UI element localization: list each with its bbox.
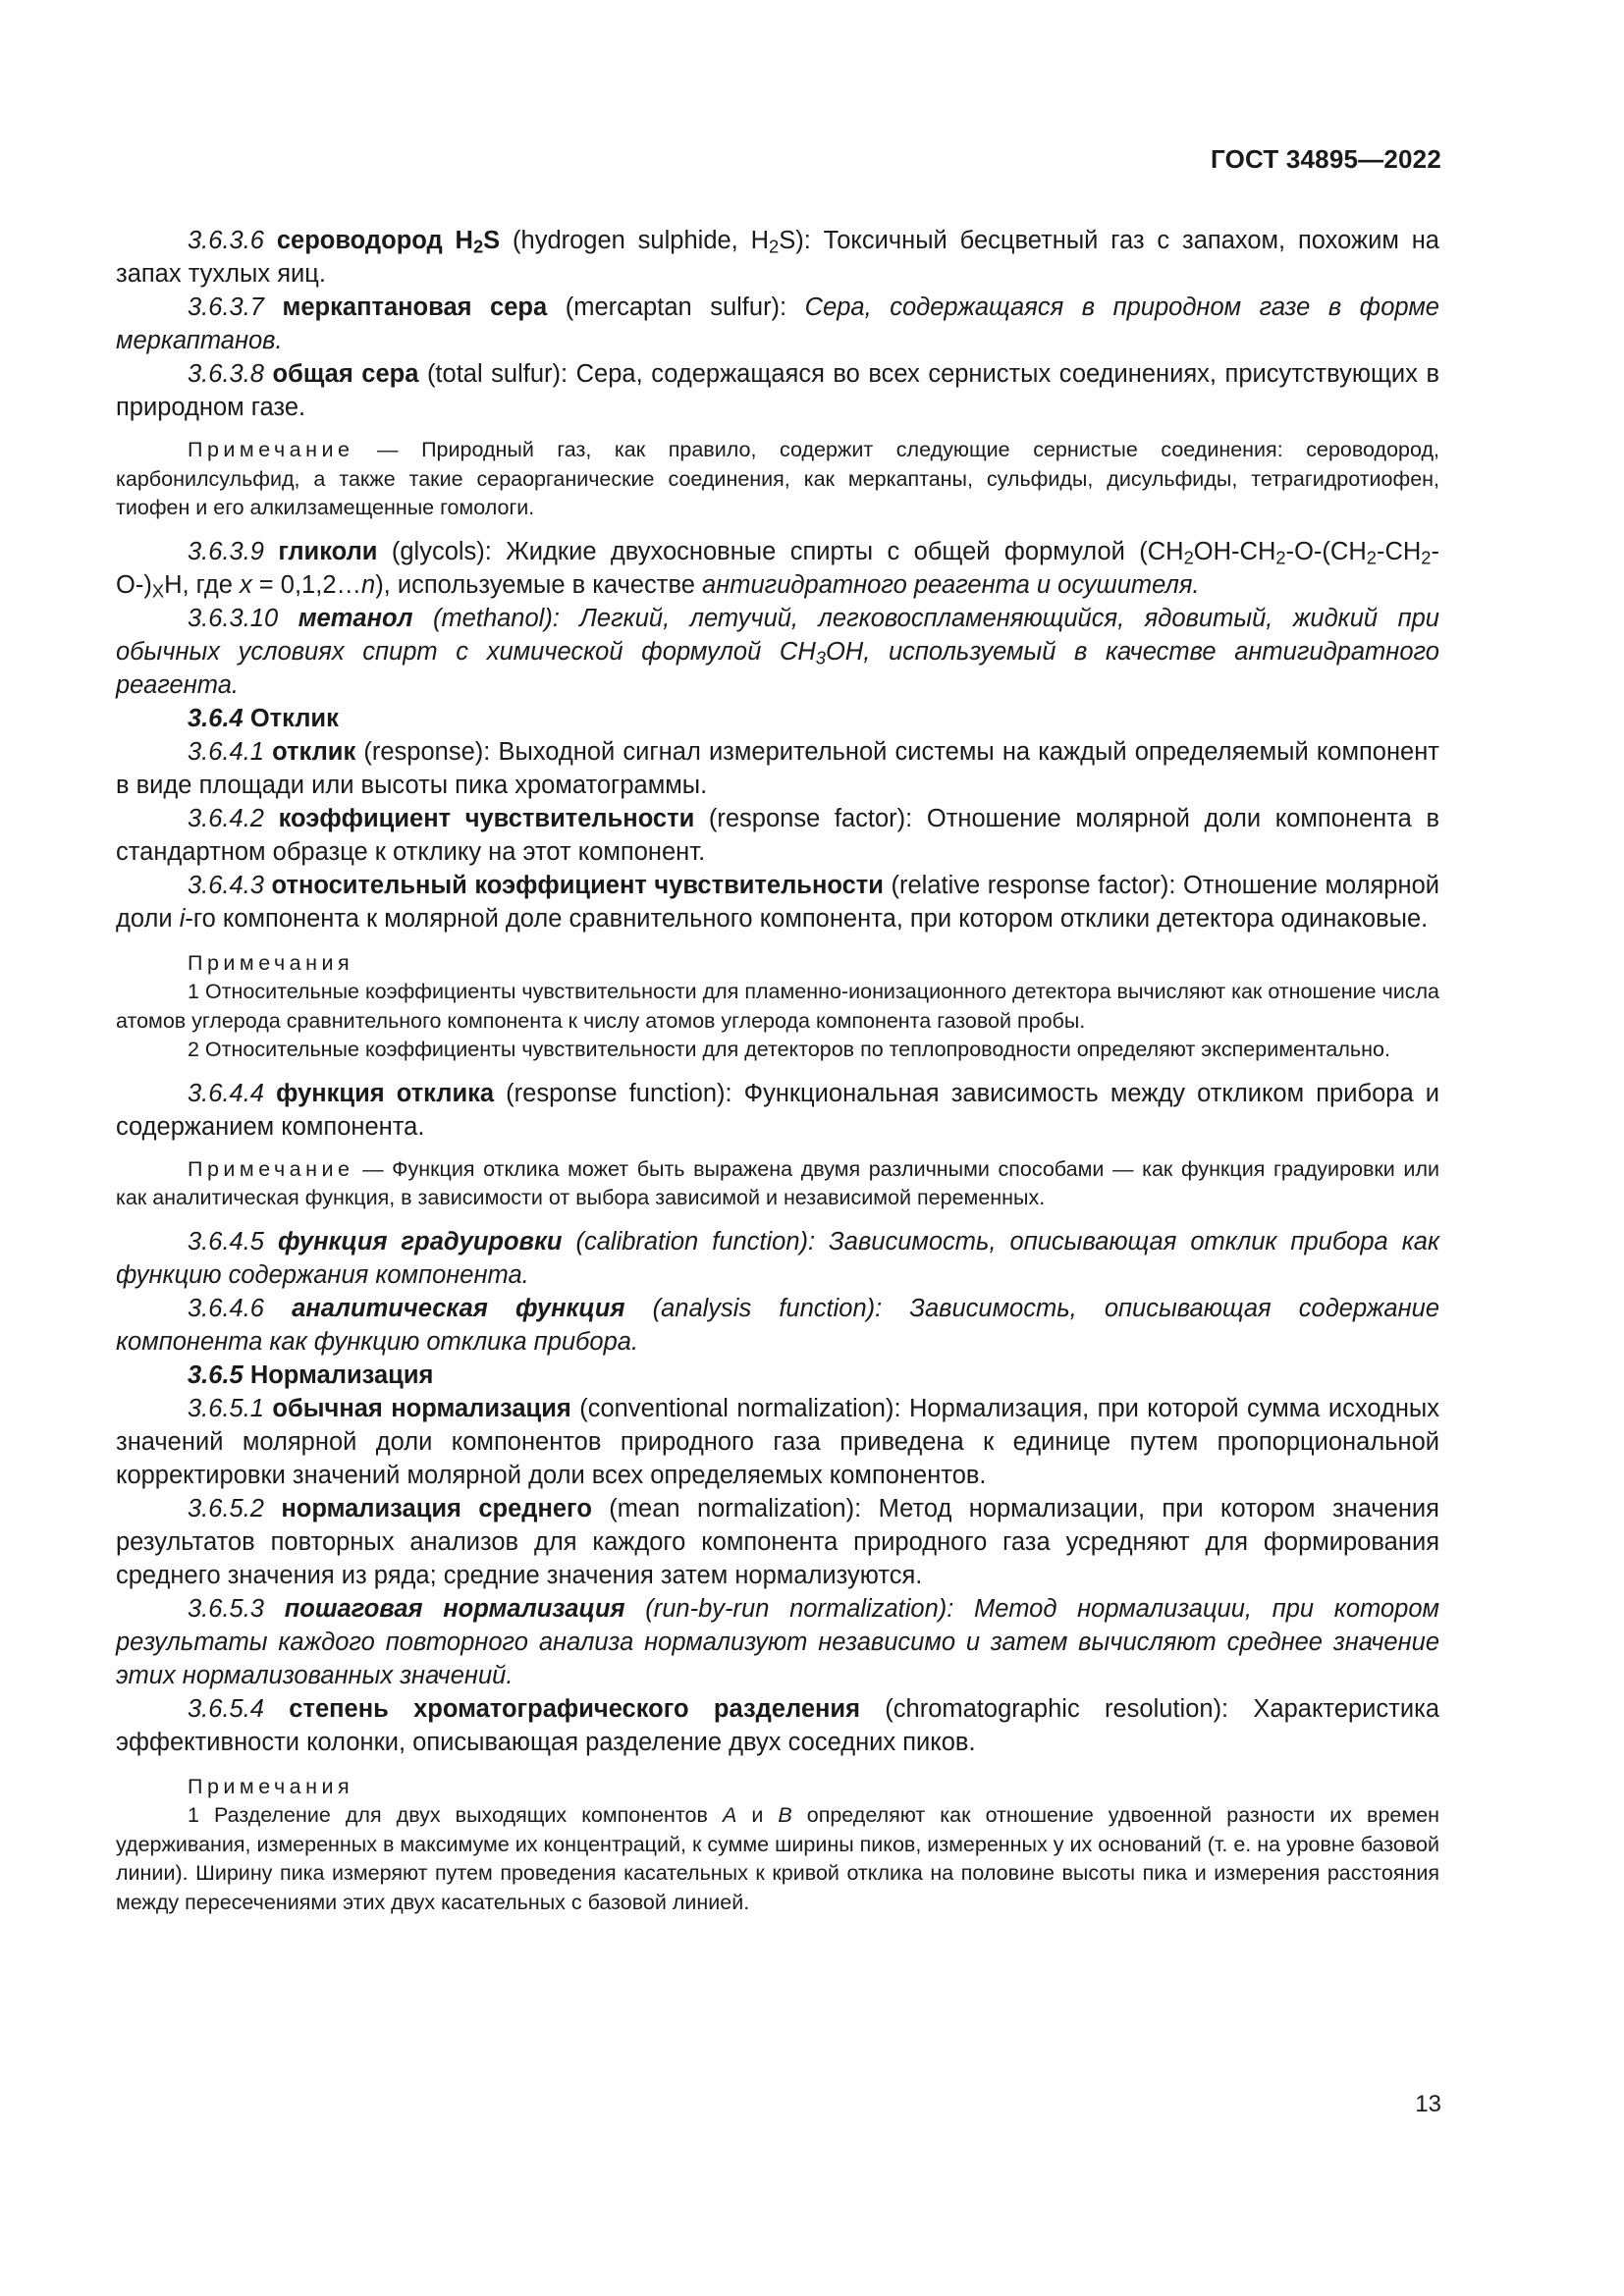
term-chromatographic-resolution: 3.6.5.4 степень хроматографического разделения (chromatographic resolution): Характеристика эффективности колонки, описывающая разделение двух соседних пиков.: [116, 1694, 1439, 1756]
term-total-sulfur: 3.6.3.8 общая сера (total sulfur): Сера, содержащаяся во всех сернистых соединениях, присутствующих в природном газе.: [116, 360, 1440, 421]
term-conventional-normalization: 3.6.5.1 обычная нормализация (conventional normalization): Нормализация, при которой сумма исходных значений молярной доли компонентов природного газа приведена к единице путем пропорциональной корректировки значений молярной доли всех определяемых компонентов.: [116, 1394, 1439, 1489]
note-item-2: 2 Относительные коэффициенты чувствительности для детекторов по теплопроводности определяют экспериментально.: [188, 1038, 1390, 1061]
term-calibration-function: 3.6.4.5 функция градуировки (calibration function): Зависимость, описывающая отклик прибора как функцию содержания компонента.: [116, 1227, 1439, 1289]
note-response-function: Примечание — Функция отклика может быть выражена двумя различными способами — как функция градуировки или как аналитическая функция, в зависимости от выбора зависимой и независимой переменных.: [116, 1156, 1439, 1209]
term-glycols: 3.6.3.9 гликоли (glycols): Жидкие двухосновные спирты с общей формулой ($CH_2OH-CH_2-O-(CH_2-CH_2-O-)_XH$, где x = 0,1,2…n), используемые в качестве антигидратного реагента и осушителя.: [116, 537, 1439, 602]
term-mean-normalization: 3.6.5.2 нормализация среднего (mean normalization): Метод нормализации, при котором значения результатов повторных анализов для каждого компонента природного газа усредняют для формирования среднего значения из ряда; средние значения затем нормализуются.: [116, 1494, 1439, 1589]
notes-label-2: Примечания: [188, 1774, 354, 1798]
term-methanol: 3.6.3.10 метанол (methanol): Легкий, летучий, легковоспламеняющийся, ядовитый, жидкий при обычных условиях спирт с химической формулой $CH_3OH$, используемый в качестве антигидратного реагента.: [116, 604, 1439, 699]
term-relative-response-factor: 3.6.4.3 относительный коэффициент чувствительности (relative response factor): Отношение молярной доли i-го компонента к молярной доле сравнительного компонента, при котором отклики детектора одинаковые.: [116, 871, 1440, 933]
term-mercaptan-sulfur: 3.6.3.7 меркаптановая сера (mercaptan sulfur): Сера, содержащаяся в природном газе в форме меркаптанов.: [116, 294, 1439, 354]
page-body: [116, 224, 1439, 1917]
term-run-by-run-normalization: 3.6.5.3 пошаговая нормализация (run-by-run normalization): Метод нормализации, при котором результаты каждого повторного анализа нормализуют независимо и затем вычисляют среднее значение этих нормализованных значений.: [116, 1594, 1440, 1689]
page-number: 13: [1415, 2091, 1441, 2117]
note-resolution-item-1: 1 Разделение для двух выходящих компонентов A и B определяют как отношение удвоенной разности их времен удерживания, измеренных в максимуме их концентраций, к сумме ширины пиков, измеренных у их оснований (т. е. на уровне базовой линии). Ширину пика измеряют путем проведения касательных к кривой отклика на половине высоты пика и измерения расстояния между пересечениями этих двух касательных с базовой линией.: [116, 1803, 1439, 1914]
note-sulfur-compounds: Примечание — Природный газ, как правило, содержит следующие сернистые соединения: сероводород, карбонилсульфид, а также такие сераорганические соединения, как меркаптаны, сульфиды, дисульфиды, тетрагидротиофен, тиофен и его алкилзамещенные гомологи.: [116, 438, 1439, 519]
term-response: 3.6.4.1 отклик (response): Выходной сигнал измерительной системы на каждый определяемый компонент в виде площади или высоты пика хроматограммы.: [116, 737, 1439, 799]
notes-label: Примечания: [188, 950, 354, 975]
document-header: ГОСТ 34895—2022: [1211, 144, 1441, 174]
note-item-1: 1 Относительные коэффициенты чувствительности для пламенно-ионизационного детектора вычисляют как отношение числа атомов углерода сравнительного компонента к числу атомов углерода компонента газовой пробы.: [116, 980, 1439, 1033]
section-3-6-4-heading: 3.6.4 Отклик: [188, 704, 339, 732]
term-analysis-function: 3.6.4.6 аналитическая функция (analysis function): Зависимость, описывающая содержание компонента как функцию отклика прибора.: [116, 1294, 1439, 1356]
section-3-6-5-heading: 3.6.5 Нормализация: [188, 1361, 434, 1389]
term-response-function: 3.6.4.4 функция отклика (response function): Функциональная зависимость между откликом прибора и содержанием компонента.: [116, 1079, 1439, 1141]
term-response-factor: 3.6.4.2 коэффициент чувствительности (response factor): Отношение молярной доли компонента в стандартном образце к отклику на этот компонент.: [116, 804, 1439, 866]
term-hydrogen-sulphide: 3.6.3.6 сероводород $H_2S$ (hydrogen sulphide, $H_2S$): Токсичный бесцветный газ с запахом, похожим на запах тухлых яиц.: [116, 227, 1439, 288]
